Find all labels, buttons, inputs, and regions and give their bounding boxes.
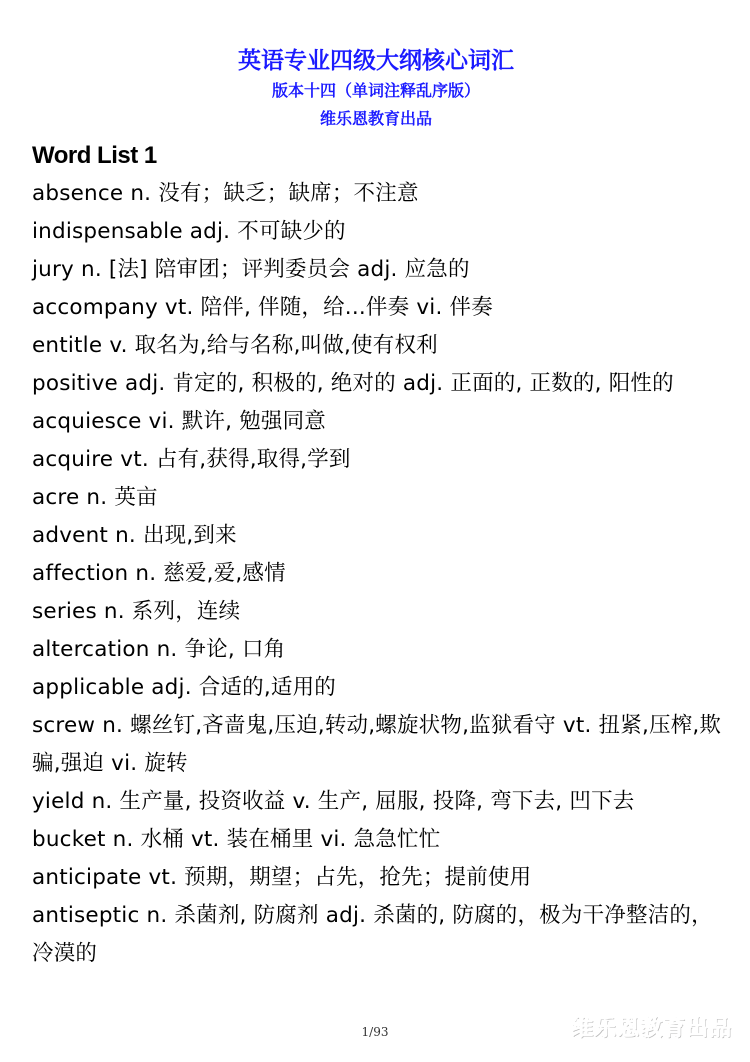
vocabulary-entry: bucket n. 水桶 vt. 装在桶里 vi. 急急忙忙 [32,827,441,852]
vocabulary-entry: advent n. 出现,到来 [32,523,237,548]
vocabulary-entry: acre n. 英亩 [32,485,158,510]
vocabulary-entry: series n. 系列，连续 [32,599,241,624]
vocabulary-entry: applicable adj. 合适的,适用的 [32,675,336,700]
vocabulary-entry: jury n. [法] 陪审团；评判委员会 adj. 应急的 [32,257,470,282]
vocabulary-entry: anticipate vt. 预期，期望；占先，抢先；提前使用 [32,865,532,890]
document-title: 英语专业四级大纲核心词汇 [238,48,514,74]
vocabulary-entry: affection n. 慈爱,爱,感情 [32,561,286,586]
vocabulary-entry: screw n. 螺丝钉,吝啬鬼,压迫,转动,螺旋状物,监狱看守 vt. 扭紧,压榨,欺骗,强迫 vi. 旋转 [32,713,722,776]
document-header [0,44,750,134]
publisher-watermark: 维乐恩教育出品 [570,1016,732,1041]
page-number: 1/93 [361,1025,389,1039]
vocabulary-entry: altercation n. 争论, 口角 [32,637,286,662]
vocabulary-entry: acquiesce vi. 默许, 勉强同意 [32,409,326,434]
vocabulary-entry: antiseptic n. 杀菌剂, 防腐剂 adj. 杀菌的, 防腐的，极为干净整洁的，冷漠的 [32,903,713,966]
vocabulary-entry: acquire vt. 占有,获得,取得,学到 [32,447,351,472]
vocabulary-list [32,175,722,973]
word-list-section [32,137,722,973]
document-subtitle: 版本十四（单词注释乱序版） [271,81,480,100]
word-list-heading: Word List 1 [32,142,157,169]
vocabulary-entry: entitle v. 取名为,给与名称,叫做,使有权利 [32,333,438,358]
vocabulary-entry: positive adj. 肯定的, 积极的, 绝对的 adj. 正面的, 正数的, 阳性的 [32,371,674,396]
publisher-line: 维乐恩教育出品 [319,109,432,128]
vocabulary-entry: indispensable adj. 不可缺少的 [32,219,346,244]
vocabulary-entry: accompany vt. 陪伴, 伴随，给...伴奏 vi. 伴奏 [32,295,493,320]
vocabulary-entry: absence n. 没有；缺乏；缺席；不注意 [32,181,419,206]
vocabulary-entry: yield n. 生产量, 投资收益 v. 生产, 屈服, 投降, 弯下去, 凹下去 [32,789,635,814]
